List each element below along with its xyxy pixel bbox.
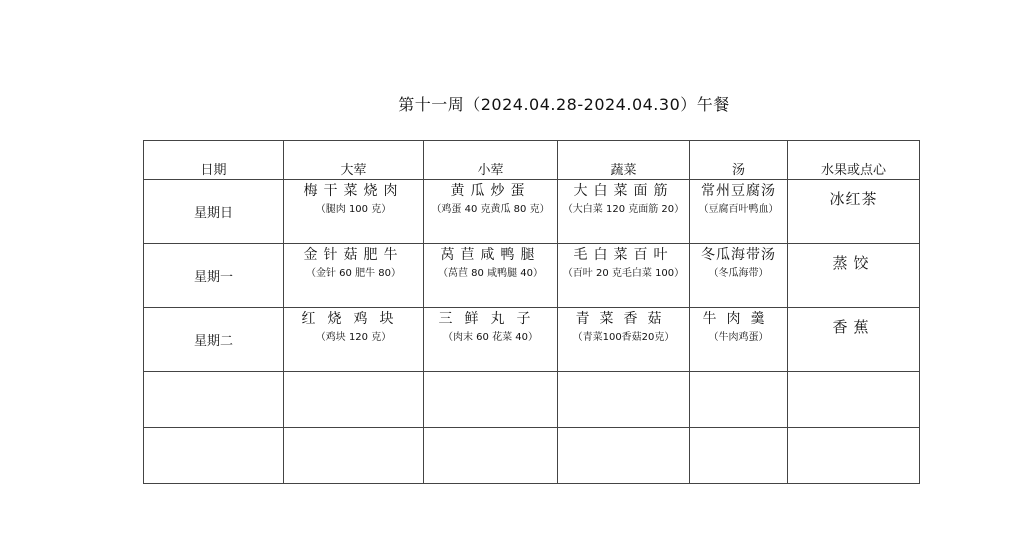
dish-detail: （肉末 60 花菜 40） (443, 332, 538, 343)
dish-name: 红烧鸡块 (301, 311, 406, 327)
dish-detail: （鸡蛋 40 克黄瓜 80 克） (431, 204, 550, 215)
fruit-name: 香蕉 (832, 318, 875, 336)
empty-cell (690, 428, 788, 484)
dish-name: 青菜香菇 (575, 311, 672, 327)
header-row (144, 141, 920, 180)
dish-name: 三鲜丸子 (438, 311, 543, 327)
empty-cell (424, 428, 558, 484)
day-cell: 星期日 (144, 180, 284, 244)
dish-name: 牛肉羹 (702, 311, 775, 327)
fruit-cell (788, 244, 920, 308)
dish-name: 冬瓜海带汤 (701, 247, 776, 263)
table-row (144, 180, 920, 244)
empty-cell (284, 428, 424, 484)
dish-detail: （金针 60 肥牛 80） (306, 268, 401, 279)
header-small-meat: 小荤 (424, 141, 558, 180)
vegetable-cell (558, 180, 690, 244)
fruit-cell (788, 180, 920, 244)
dish-detail: （莴苣 80 咸鸭腿 40） (438, 268, 543, 279)
empty-cell (144, 372, 284, 428)
dish-detail: （牛肉鸡蛋） (708, 332, 769, 343)
empty-cell (284, 372, 424, 428)
fruit-name: 蒸饺 (832, 254, 875, 272)
dish-name: 大白菜面筋 (573, 183, 674, 199)
small-meat-cell (424, 244, 558, 308)
empty-cell (558, 428, 690, 484)
big-meat-cell (284, 244, 424, 308)
vegetable-cell (558, 308, 690, 372)
empty-cell (788, 428, 920, 484)
dish-detail: （豆腐百叶鸭血） (698, 204, 779, 215)
fruit-name: 冰红茶 (829, 190, 878, 208)
dish-detail: （腿肉 100 克） (315, 204, 392, 215)
day-cell: 星期一 (144, 244, 284, 308)
header-vegetable: 蔬菜 (558, 141, 690, 180)
dish-detail: （冬瓜海带） (708, 268, 769, 279)
empty-row (144, 372, 920, 428)
fruit-cell (788, 308, 920, 372)
header-date: 日期 (144, 141, 284, 180)
soup-cell (690, 180, 788, 244)
empty-row (144, 428, 920, 484)
small-meat-cell (424, 308, 558, 372)
dish-name: 常州豆腐汤 (701, 183, 776, 199)
soup-cell (690, 244, 788, 308)
table-row (144, 244, 920, 308)
empty-cell (424, 372, 558, 428)
empty-cell (690, 372, 788, 428)
small-meat-cell (424, 180, 558, 244)
header-big-meat: 大荤 (284, 141, 424, 180)
empty-cell (144, 428, 284, 484)
soup-cell (690, 308, 788, 372)
dish-name: 毛白菜百叶 (573, 247, 674, 263)
dish-detail: （青菜100香菇20克） (572, 332, 675, 343)
empty-cell (788, 372, 920, 428)
dish-name: 金针菇肥牛 (303, 247, 404, 263)
page-title: 第十一周（2024.04.28-2024.04.30）午餐 (398, 95, 730, 114)
dish-name: 黄瓜炒蛋 (450, 183, 531, 199)
header-soup: 汤 (690, 141, 788, 180)
dish-name: 梅干菜烧肉 (303, 183, 404, 199)
empty-cell (558, 372, 690, 428)
dish-name: 莴苣咸鸭腿 (440, 247, 541, 263)
vegetable-cell (558, 244, 690, 308)
table-row (144, 308, 920, 372)
big-meat-cell (284, 180, 424, 244)
lunch-menu-table (143, 140, 920, 484)
dish-detail: （大白菜 120 克面筋 20） (562, 204, 685, 215)
big-meat-cell (284, 308, 424, 372)
dish-detail: （百叶 20 克毛白菜 100） (562, 268, 685, 279)
header-fruit-snack: 水果或点心 (788, 141, 920, 180)
day-cell: 星期二 (144, 308, 284, 372)
dish-detail: （鸡块 120 克） (315, 332, 392, 343)
